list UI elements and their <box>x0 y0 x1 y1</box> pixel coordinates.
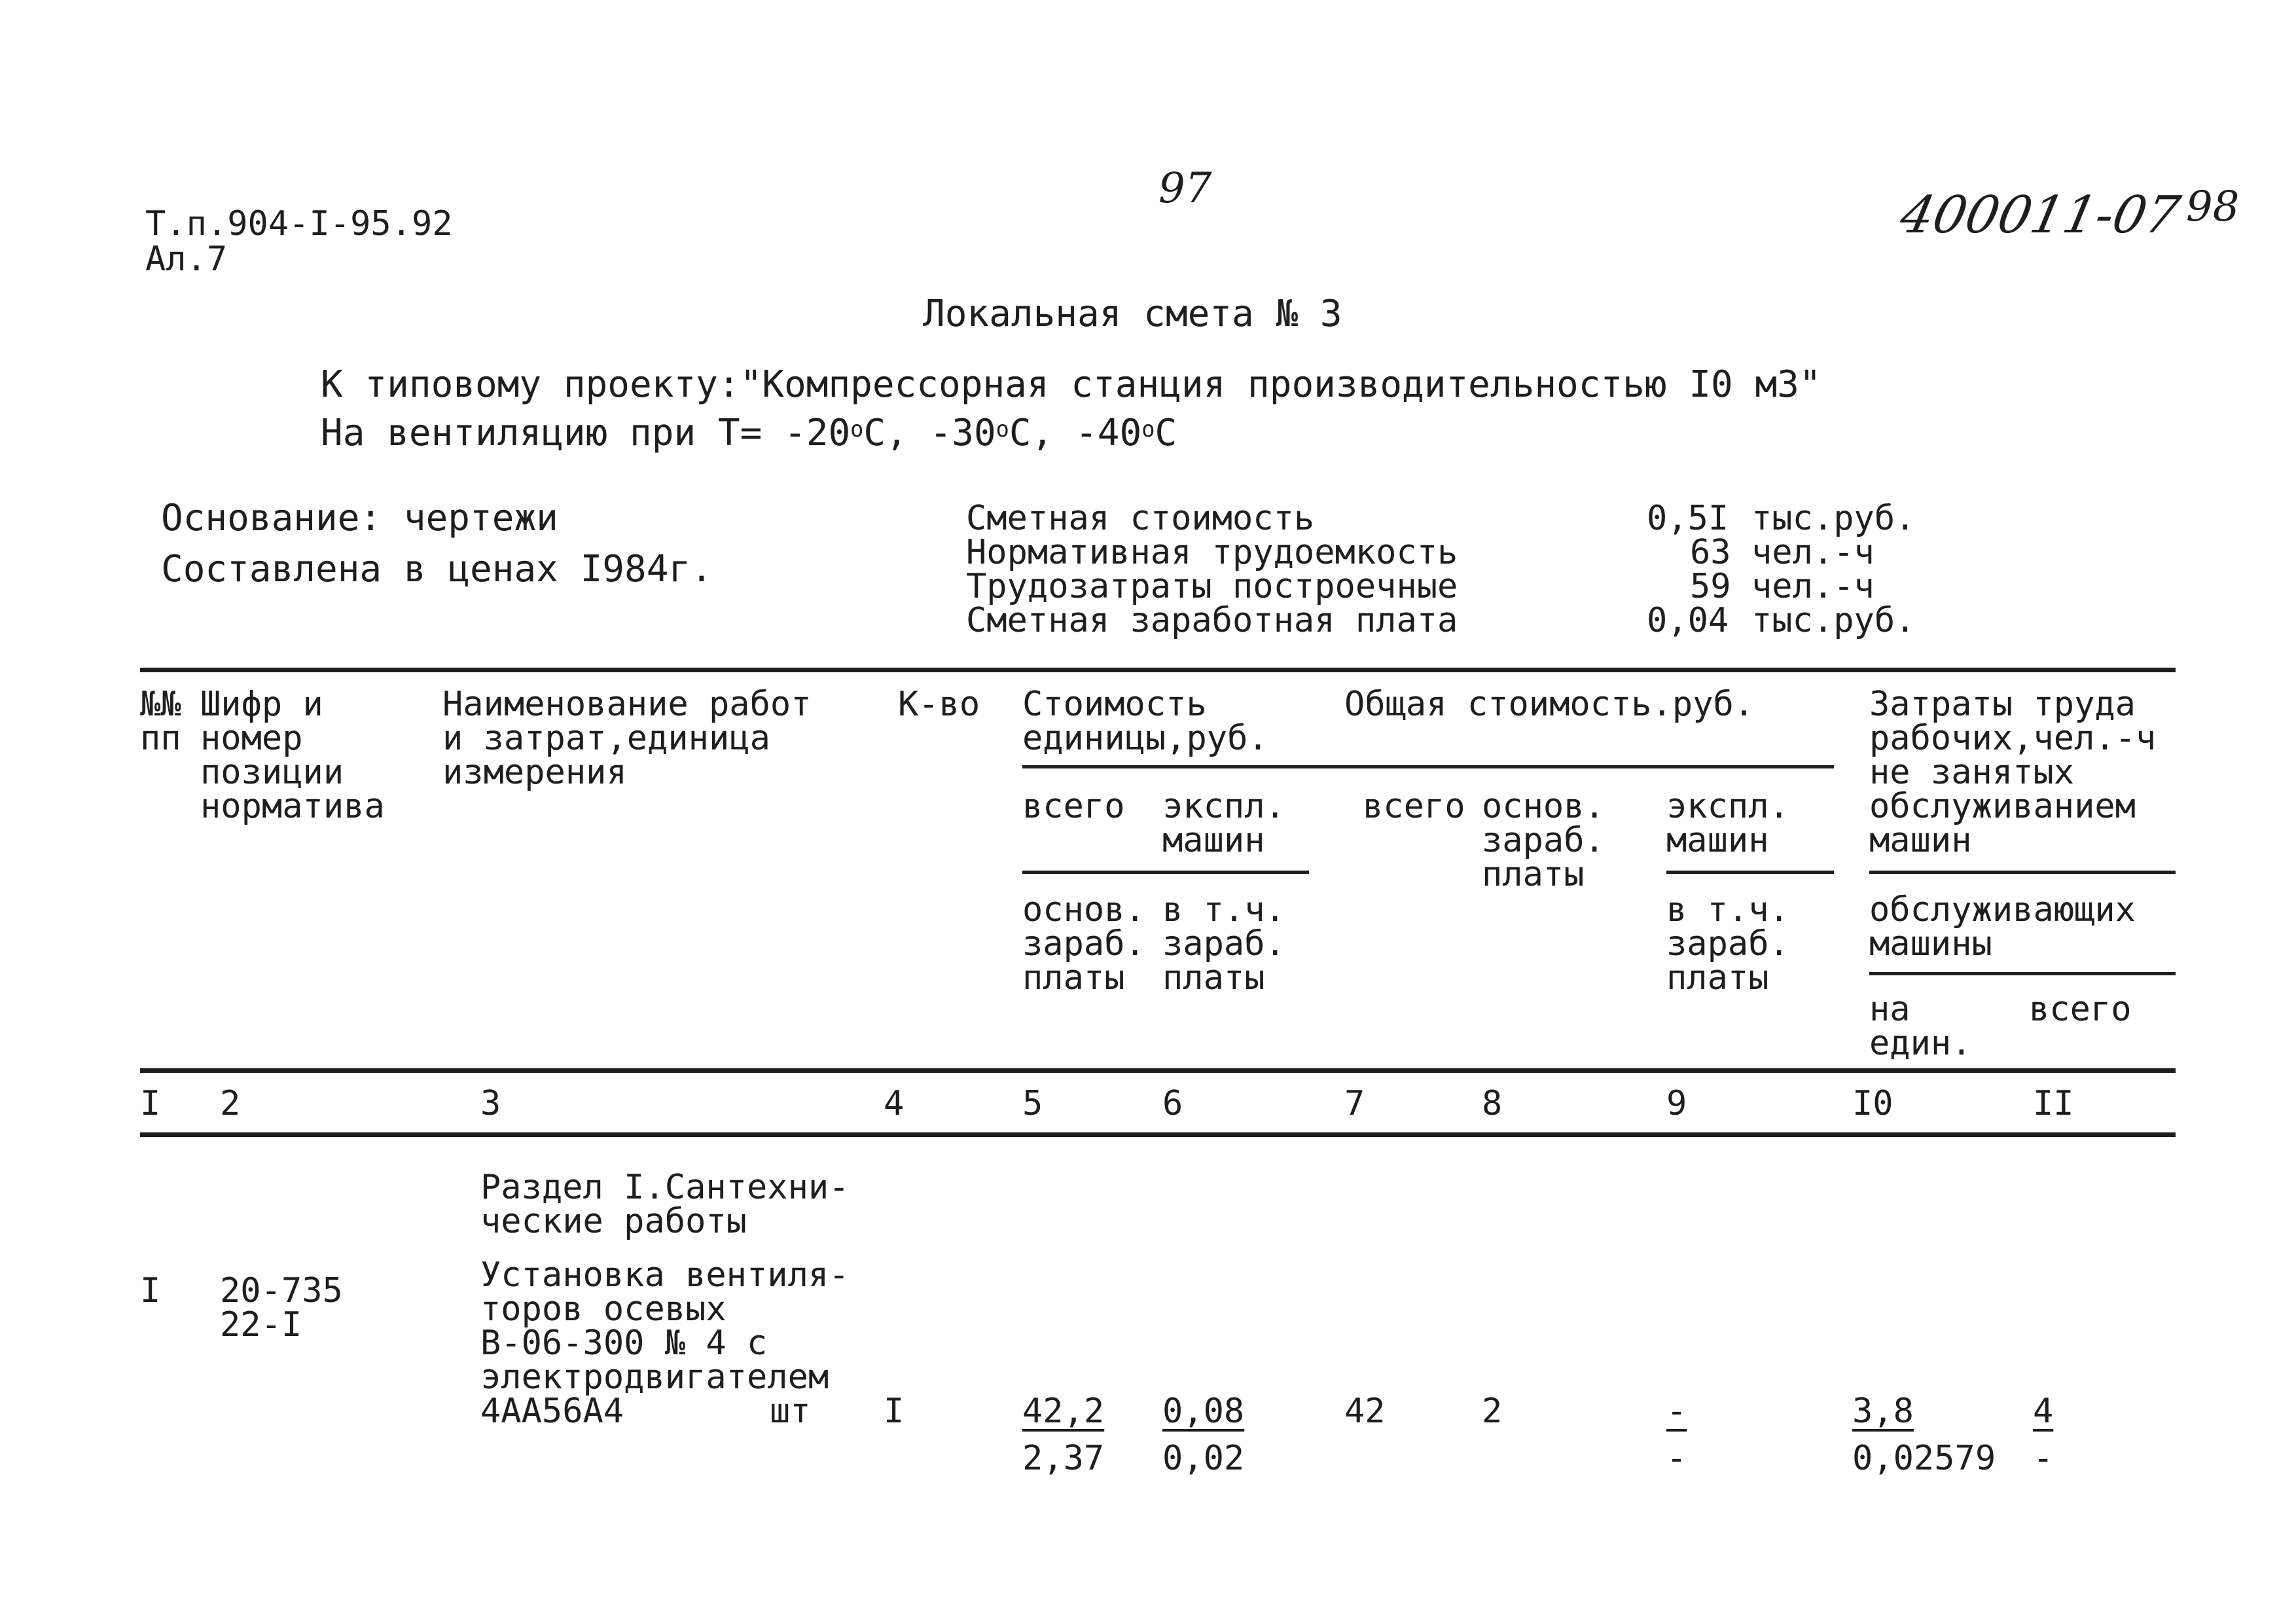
summary-label: Трудозатраты построечные <box>966 567 1458 606</box>
row-unit-total: 42,2 <box>1022 1392 1105 1431</box>
summary-unit: тыс.руб. <box>1751 499 1916 538</box>
col-number-header: №№ пп <box>140 685 181 758</box>
total-cost-header: Общая стоимость.руб. <box>1344 685 1755 724</box>
summary-unit: тыс.руб. <box>1751 601 1916 640</box>
summary-value: 59 <box>1690 567 1731 606</box>
column-number: 3 <box>480 1084 501 1123</box>
col-code-header: Шифр и номер позиции норматива <box>200 685 385 826</box>
labor-header: Затраты труда рабочих,чел.-ч не занятых обслуживанием машин <box>1869 685 2157 860</box>
header-rule-machines <box>1666 871 1834 874</box>
document-code: Т.п.904-I-95.92 <box>145 204 453 244</box>
row-qty: I <box>884 1392 905 1431</box>
row-labor-total: 4 <box>2033 1392 2054 1431</box>
row-total: 42 <box>1344 1392 1386 1431</box>
header-bottom-rule <box>140 1068 2176 1073</box>
row-name: Установка вентиля- торов осевых В-06-300 № 4 с электродвигателем 4АА56А4 <box>480 1255 850 1431</box>
col-name-header: Наименование работ и затрат,единица измерения <box>442 685 812 792</box>
column-number: I0 <box>1852 1084 1893 1123</box>
column-number: 4 <box>884 1084 905 1123</box>
scope-line: На вентиляцию при $Т= -20^oС$, -30$^o$С, -40$^o$С <box>321 412 1177 454</box>
summary-label: Сметная заработная плата <box>966 601 1458 640</box>
summary-value: 0,04 <box>1647 601 1729 640</box>
section-title: Раздел I.Сантехни- ческие работы <box>480 1168 850 1241</box>
project-line: К типовому проекту:"Компрессорная станция производительностью I0 м3" <box>321 363 1821 406</box>
total-all-header: всего <box>1363 787 1465 826</box>
document-title: Локальная смета № 3 <box>923 293 1342 335</box>
row-unit: шт <box>770 1392 811 1431</box>
row-unit-wages: 2,37 <box>1022 1439 1105 1478</box>
unit-wages-header: основ. зараб. платы <box>1022 890 1145 998</box>
unit-machine-wages-header: в т.ч. зараб. платы <box>1162 890 1285 998</box>
row-labor-machines-total: - <box>2033 1439 2054 1478</box>
column-numbers-rule <box>140 1132 2176 1137</box>
summary-value: 0,5I <box>1647 499 1729 538</box>
column-number: 6 <box>1162 1084 1183 1123</box>
row-code: 20-735 22-I <box>220 1271 343 1344</box>
header-rule-labor-split <box>1869 972 2176 975</box>
table-top-rule <box>140 668 2176 672</box>
row-total-machines: - <box>1666 1392 1687 1431</box>
unit-cost-header: Стоимость единицы,руб. <box>1022 685 1268 758</box>
prices-text: Составлена в ценах I984г. <box>161 548 713 590</box>
basis-text: Основание: чертежи <box>161 497 558 539</box>
unit-machines-header: экспл. машин <box>1162 787 1285 860</box>
unit-total-header: всего <box>1022 787 1125 826</box>
col-qty-header: К-во <box>898 685 980 724</box>
column-number: 2 <box>220 1084 241 1123</box>
handwritten-archive-page: 98 <box>2186 183 2240 231</box>
handwritten-archive-number: 400011-07 <box>1895 186 2185 245</box>
summary-unit: чел.-ч <box>1751 533 1874 572</box>
column-number: 9 <box>1666 1084 1687 1123</box>
handwritten-page-number: 97 <box>1158 164 1212 213</box>
summary-label: Нормативная трудоемкость <box>966 533 1458 572</box>
labor-machines-header: обслуживающих машины <box>1869 890 2136 964</box>
row-total-wages: 2 <box>1482 1392 1503 1431</box>
header-rule-labor <box>1869 871 2176 874</box>
column-number: I <box>140 1084 161 1123</box>
row-labor-per-unit: 3,8 <box>1852 1392 1914 1431</box>
column-number: II <box>2033 1084 2074 1123</box>
column-number: 5 <box>1022 1084 1043 1123</box>
album-number: Ал.7 <box>145 240 228 279</box>
total-wages-header: основ. зараб. платы <box>1482 787 1605 894</box>
row-number: I <box>140 1271 161 1310</box>
row-unit-machines: 0,08 <box>1162 1392 1245 1431</box>
summary-unit: чел.-ч <box>1751 567 1874 606</box>
summary-label: Сметная стоимость <box>966 499 1315 538</box>
total-machine-wages-header: в т.ч. зараб. платы <box>1666 890 1789 998</box>
column-number: 7 <box>1344 1084 1365 1123</box>
labor-total-header: всего <box>2029 990 2132 1029</box>
header-rule-unit-cost <box>1022 871 1309 874</box>
row-total-machine-wages: - <box>1666 1439 1687 1478</box>
header-rule-cost <box>1022 765 1834 768</box>
total-machines-header: экспл. машин <box>1666 787 1789 860</box>
row-unit-machine-wages: 0,02 <box>1162 1439 1245 1478</box>
column-number: 8 <box>1482 1084 1503 1123</box>
per-unit-header: на един. <box>1869 990 1972 1063</box>
summary-value: 63 <box>1690 533 1731 572</box>
row-labor-machines-per-unit: 0,02579 <box>1852 1439 1996 1478</box>
